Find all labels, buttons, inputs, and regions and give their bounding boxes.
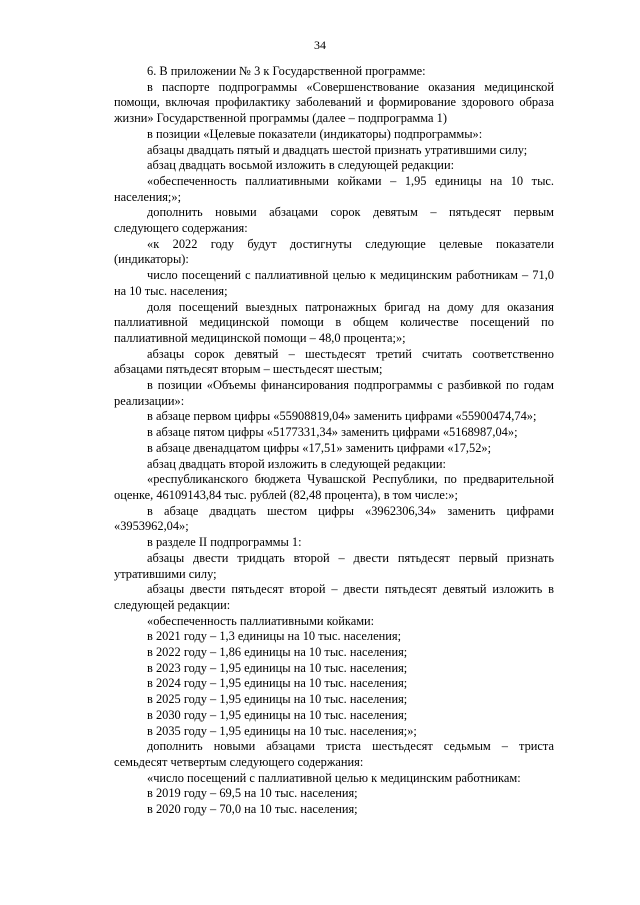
paragraph: в позиции «Целевые показатели (индикаторы) подпрограммы»: bbox=[147, 126, 483, 141]
paragraph: в абзаце пятом цифры «5177331,34» заменить цифрами «5168987,04»; bbox=[147, 425, 518, 440]
paragraph: «к 2022 году будут достигнуты следующие целевые показатели (индикаторы): bbox=[114, 236, 554, 267]
paragraph: в абзаце первом цифры «55908819,04» заменить цифрами «55900474,74»; bbox=[147, 409, 537, 424]
paragraph: в 2021 году – 1,3 единицы на 10 тыс. населения; bbox=[147, 629, 402, 644]
paragraph: в абзаце двенадцатом цифры «17,51» заменить цифрами «17,52»; bbox=[147, 440, 492, 455]
paragraph: в разделе II подпрограммы 1: bbox=[147, 535, 302, 550]
paragraph: дополнить новыми абзацами сорок девятым – пятьдесят первым следующего содержания: bbox=[114, 205, 554, 236]
paragraph: доля посещений выездных патронажных бригад на дому для оказания паллиативной медицинской помощи в общем количестве посещений по паллиативной медицинской помощи – 48,0 процента;»; bbox=[114, 299, 554, 345]
paragraph: абзацы двести тридцать второй – двести пятьдесят первый признать утратившими силу; bbox=[114, 550, 554, 581]
paragraph: дополнить новыми абзацами триста шестьдесят седьмым – триста семьдесят четвертым следующего содержания: bbox=[114, 739, 554, 769]
paragraph: в 2019 году – 69,5 на 10 тыс. населения; bbox=[147, 786, 358, 801]
paragraph: «обеспеченность паллиативными койками: bbox=[147, 613, 375, 628]
paragraph: в позиции «Объемы финансирования подпрограммы с разбивкой по годам реализации»: bbox=[114, 378, 554, 408]
paragraph: в 2022 году – 1,86 единицы на 10 тыс. населения; bbox=[147, 645, 408, 660]
paragraph: «число посещений с паллиативной целью к медицинским работникам: bbox=[147, 770, 521, 785]
paragraph: в 2020 году – 70,0 на 10 тыс. населения; bbox=[147, 802, 358, 817]
paragraph: абзацы сорок девятый – шестьдесят третий считать соответственно абзацами пятьдесят вторым – шестьдесят шестым; bbox=[114, 346, 554, 377]
paragraph: в 2035 году – 1,95 единицы на 10 тыс. населения;»; bbox=[147, 723, 417, 738]
paragraph: в 2025 году – 1,95 единицы на 10 тыс. населения; bbox=[147, 692, 408, 707]
document-body bbox=[114, 64, 554, 818]
paragraph: число посещений с паллиативной целью к медицинским работникам – 71,0 на 10 тыс. населения; bbox=[114, 268, 554, 298]
page-number: 34 bbox=[314, 38, 326, 52]
paragraph: абзацы двести пятьдесят второй – двести пятьдесят девятый изложить в следующей редакции: bbox=[114, 582, 554, 612]
paragraph: «республиканского бюджета Чувашской Республики, по предварительной оценке, 46109143,84 тыс. рублей (82,48 процента), в том числе:»; bbox=[114, 472, 554, 502]
paragraph: 6. В приложении № 3 к Государственной программе: bbox=[147, 64, 426, 78]
paragraph: абзац двадцать второй изложить в следующей редакции: bbox=[147, 456, 446, 471]
paragraph: в абзаце двадцать шестом цифры «3962306,34» заменить цифрами «3953962,04»; bbox=[114, 503, 554, 534]
paragraph: абзац двадцать восьмой изложить в следующей редакции: bbox=[147, 158, 455, 173]
paragraph: в 2030 году – 1,95 единицы на 10 тыс. населения; bbox=[147, 707, 408, 722]
paragraph: в 2024 году – 1,95 единицы на 10 тыс. населения; bbox=[147, 676, 408, 691]
paragraph: в паспорте подпрограммы «Совершенствование оказания медицинской помощи, включая профилактику заболеваний и формирование здорового образа жизни» Государственной программы (далее – подпрограмма 1) bbox=[114, 79, 554, 126]
paragraph: в 2023 году – 1,95 единицы на 10 тыс. населения; bbox=[147, 660, 408, 675]
paragraph: абзацы двадцать пятый и двадцать шестой признать утратившими силу; bbox=[147, 142, 528, 157]
paragraph: «обеспеченность паллиативными койками – 1,95 единицы на 10 тыс. населения;»; bbox=[114, 173, 554, 204]
